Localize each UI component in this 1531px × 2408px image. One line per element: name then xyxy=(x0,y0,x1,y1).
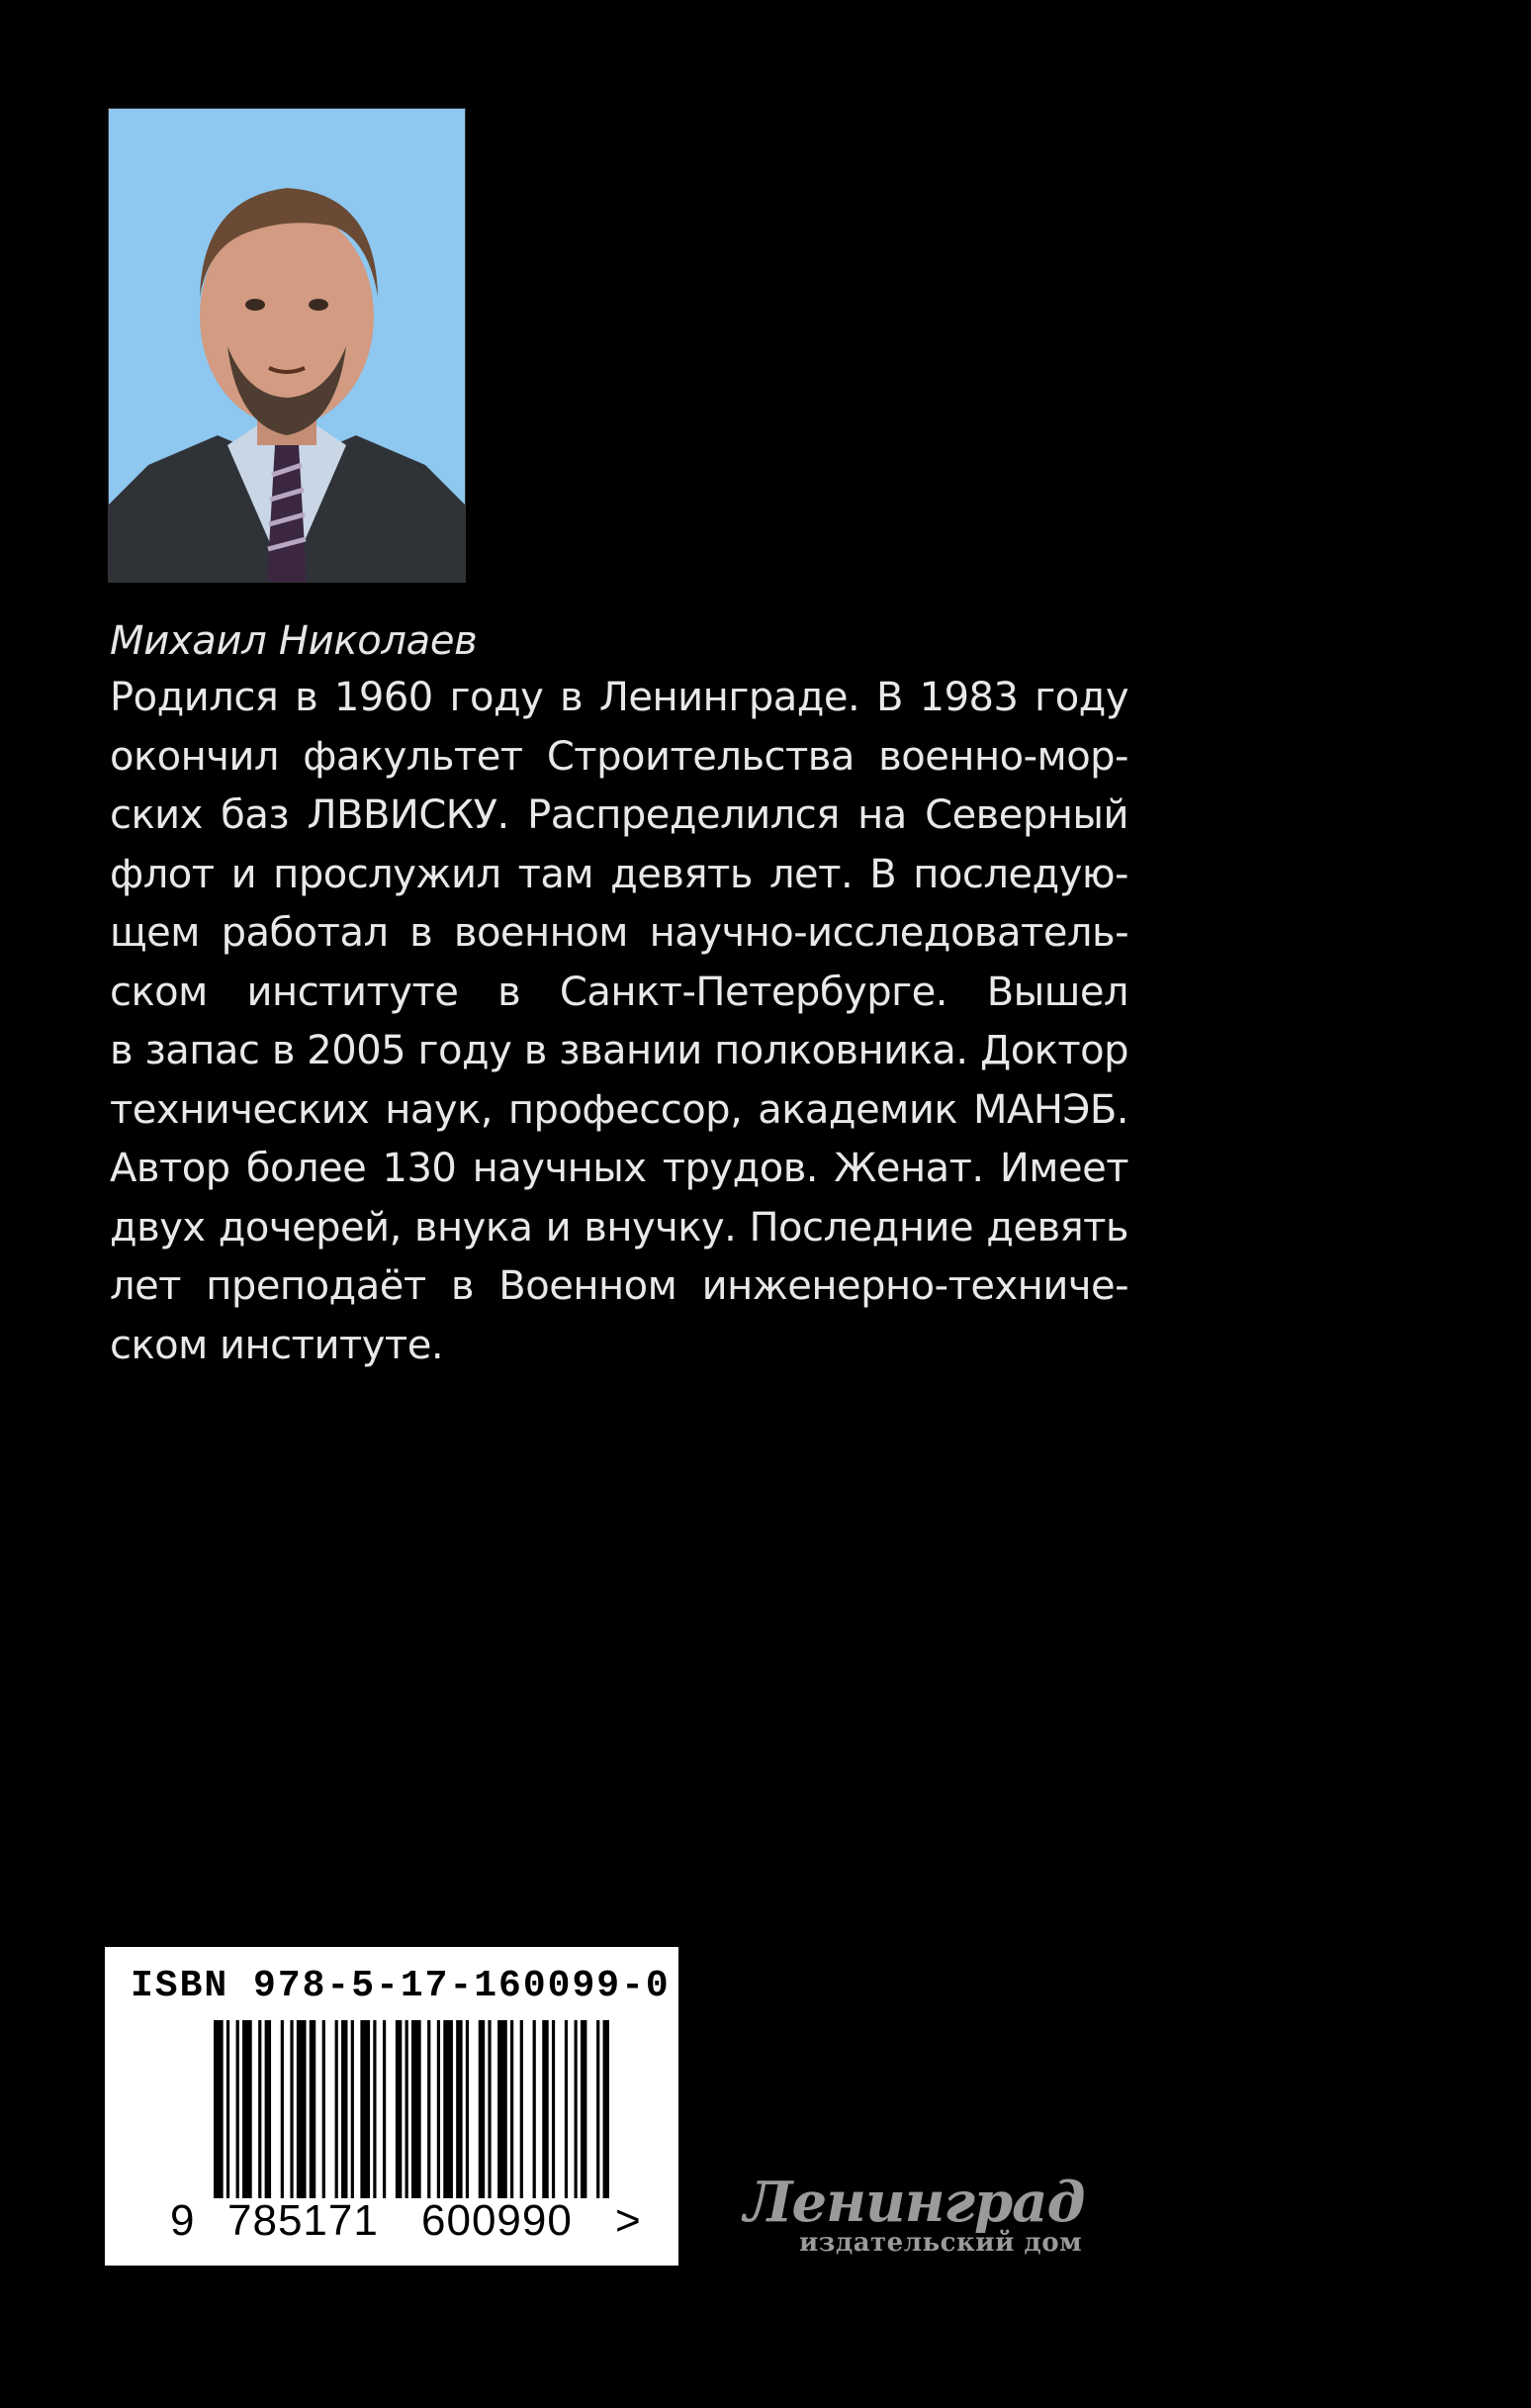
barcode-bar xyxy=(575,2020,578,2198)
barcode-bar xyxy=(552,2020,555,2198)
isbn-number: ISBN 978-5-17-160099-0 xyxy=(131,1965,671,2007)
barcode-digit-group: 785171 xyxy=(227,2196,379,2245)
barcode-digit-first: 9 xyxy=(170,2196,195,2245)
barcode-bar xyxy=(360,2020,370,2198)
barcode-bar xyxy=(405,2020,408,2198)
barcode-bar xyxy=(542,2020,548,2198)
author-name: Михаил Николаев xyxy=(110,618,478,664)
barcode-bar xyxy=(335,2020,338,2198)
bio-line: Родился в 1960 году в Ленинграде. В 1983 году xyxy=(110,675,1128,720)
bio-line: флот и прослужил там девять лет. В последую- xyxy=(110,851,1128,897)
barcode-bar xyxy=(533,2020,536,2198)
bio-line: двух дочерей, внука и внучку. Последние девять xyxy=(110,1204,1128,1250)
barcode-bar xyxy=(581,2020,586,2198)
barcode-bar xyxy=(596,2020,599,2198)
barcode-bar xyxy=(437,2020,440,2198)
barcode-bar xyxy=(603,2020,609,2198)
barcode-bar xyxy=(510,2020,513,2198)
isbn-barcode xyxy=(105,1947,678,2266)
barcode-bar xyxy=(226,2020,229,2198)
barcode-bar xyxy=(341,2020,347,2198)
bio-line: Автор более 130 научных трудов. Женат. Имеет xyxy=(110,1146,1128,1191)
barcode-bar xyxy=(466,2020,469,2198)
barcode-digits xyxy=(170,2196,645,2246)
barcode-bar xyxy=(322,2020,325,2198)
publisher-subtitle: издательский дом xyxy=(799,2228,1083,2258)
barcode-bar xyxy=(520,2020,523,2198)
barcode-bar xyxy=(565,2020,568,2198)
author-bio xyxy=(110,669,1128,1375)
barcode-bar xyxy=(479,2020,485,2198)
barcode-bar xyxy=(310,2020,315,2198)
bio-line: окончил факультет Строительства военно-мор- xyxy=(110,733,1128,780)
barcode-bar xyxy=(290,2020,293,2198)
bio-line: в запас в 2005 году в звании полковника. Доктор xyxy=(110,1028,1128,1073)
bio-line: ском институте в Санкт-Петербурге. Вышел xyxy=(110,969,1128,1015)
author-photo xyxy=(109,109,465,582)
barcode-digit-group: 600990 xyxy=(421,2196,573,2245)
barcode-bar xyxy=(427,2020,430,2198)
barcode-bar xyxy=(488,2020,491,2198)
barcode-bars xyxy=(214,2020,609,2198)
barcode-bar xyxy=(297,2020,307,2198)
barcode-bar xyxy=(443,2020,453,2198)
barcode-bar xyxy=(411,2020,421,2198)
barcode-bar xyxy=(456,2020,462,2198)
barcode-bar xyxy=(265,2020,271,2198)
bio-line: технических наук, профессор, академик МАНЭБ. xyxy=(110,1086,1128,1133)
barcode-arrow: > xyxy=(615,2196,641,2245)
barcode-bar xyxy=(351,2020,354,2198)
barcode-bar xyxy=(396,2020,402,2198)
barcode-bar xyxy=(214,2020,224,2198)
barcode-bar xyxy=(497,2020,507,2198)
publisher-name: Ленинград xyxy=(744,2170,1085,2235)
publisher-logo xyxy=(744,2170,1120,2271)
barcode-bar xyxy=(373,2020,376,2198)
bio-line: щем работал в военном научно-исследователь- xyxy=(110,910,1128,956)
barcode-bar xyxy=(258,2020,261,2198)
barcode-bar xyxy=(383,2020,386,2198)
bio-line: ском институте. xyxy=(110,1322,444,1368)
bio-line: ских баз ЛВВИСКУ. Распределился на Северный xyxy=(110,792,1128,838)
bio-line: лет преподаёт в Военном инженерно-техниче- xyxy=(110,1263,1128,1309)
barcode-bar xyxy=(236,2020,239,2198)
barcode-bar xyxy=(281,2020,284,2198)
barcode-bar xyxy=(242,2020,252,2198)
